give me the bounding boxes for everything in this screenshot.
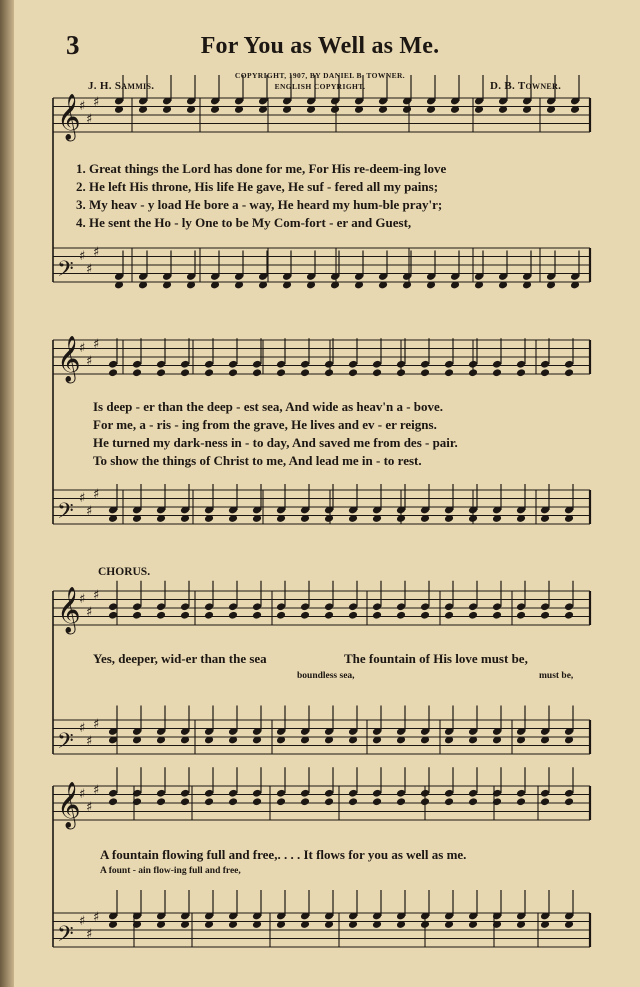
svg-text:𝄢: 𝄢: [57, 729, 74, 759]
verse-1-lyric-b: Is deep - er than the deep - est sea, And wide as heav'n a - bove.: [93, 399, 444, 414]
verse-2-lyric-a: 2. He left His throne, His life He gave, He suf - fered all my pains;: [76, 179, 439, 194]
svg-text:♯: ♯: [93, 587, 100, 603]
svg-text:𝄞: 𝄞: [57, 782, 81, 828]
chorus-bass-words-2: must be,: [539, 671, 574, 681]
svg-text:♯: ♯: [79, 721, 86, 736]
svg-text:♯: ♯: [79, 249, 86, 264]
svg-text:𝄢: 𝄢: [57, 922, 74, 952]
hymn-number: 3: [66, 30, 80, 60]
svg-text:♯: ♯: [93, 486, 100, 502]
svg-text:♯: ♯: [79, 491, 86, 506]
svg-text:♯: ♯: [93, 782, 100, 798]
verse-1-lyric-a: 1. Great things the Lord has done for me, For His re-deem-ing love: [76, 161, 447, 176]
svg-text:♯: ♯: [79, 914, 86, 929]
svg-text:♯: ♯: [86, 604, 93, 620]
svg-text:𝄞: 𝄞: [57, 336, 81, 382]
svg-text:𝄞: 𝄞: [57, 587, 81, 633]
chorus-lyric-1: Yes, deeper, wid-er than the sea: [93, 651, 267, 666]
verse-3-lyric-a: 3. My heav - y load He bore a - way, He heard my hum-ble pray'r;: [76, 197, 443, 212]
verse-3-lyric-b: He turned my dark-ness in - to day, And saved me from des - pair.: [93, 435, 458, 450]
verse-4-lyric-a: 4. He sent the Ho - ly One to be My Com-fort - er and Guest,: [76, 215, 412, 230]
verse-2-lyric-b: For me, a - ris - ing from the grave, He lives and ev - er reigns.: [93, 417, 437, 432]
svg-text:♯: ♯: [93, 94, 100, 110]
chorus-bass-words-1: boundless sea,: [297, 671, 355, 681]
svg-text:𝄢: 𝄢: [57, 257, 74, 287]
svg-text:♯: ♯: [86, 261, 93, 277]
svg-text:♯: ♯: [86, 799, 93, 815]
chorus-lyric-2: A fountain flowing full and free,. . . . It flows for you as well as me.: [100, 847, 467, 862]
verse-4-lyric-b: To show the things of Christ to me, And lead me in - to rest.: [93, 453, 422, 468]
svg-text:♯: ♯: [86, 926, 93, 942]
copyright-line: COPYRIGHT, 1907, BY DANIEL B. TOWNER.: [234, 71, 406, 80]
svg-text:♯: ♯: [79, 341, 86, 356]
svg-text:♯: ♯: [86, 733, 93, 749]
svg-text:♯: ♯: [93, 244, 100, 260]
author-credit: J. H. Sammis.: [88, 80, 155, 92]
english-copyright-line: ENGLISH COPYRIGHT.: [274, 82, 366, 91]
svg-text:♯: ♯: [79, 592, 86, 607]
svg-text:♯: ♯: [86, 111, 93, 127]
svg-text:♯: ♯: [93, 716, 100, 732]
chorus-lyric-1b: The fountain of His love must be,: [344, 651, 528, 666]
svg-text:𝄞: 𝄞: [57, 94, 81, 140]
svg-text:♯: ♯: [79, 787, 86, 802]
svg-text:𝄢: 𝄢: [57, 499, 74, 529]
svg-text:♯: ♯: [86, 353, 93, 369]
chorus-label: CHORUS.: [98, 566, 151, 578]
composer-credit: D. B. Towner.: [490, 80, 562, 92]
svg-text:♯: ♯: [86, 503, 93, 519]
chorus-bass-words-3: A fount - ain flow-ing full and free,: [100, 866, 241, 876]
svg-text:♯: ♯: [93, 909, 100, 925]
hymn-title: For You as Well as Me.: [200, 33, 440, 59]
svg-text:♯: ♯: [93, 336, 100, 352]
svg-text:♯: ♯: [79, 99, 86, 114]
